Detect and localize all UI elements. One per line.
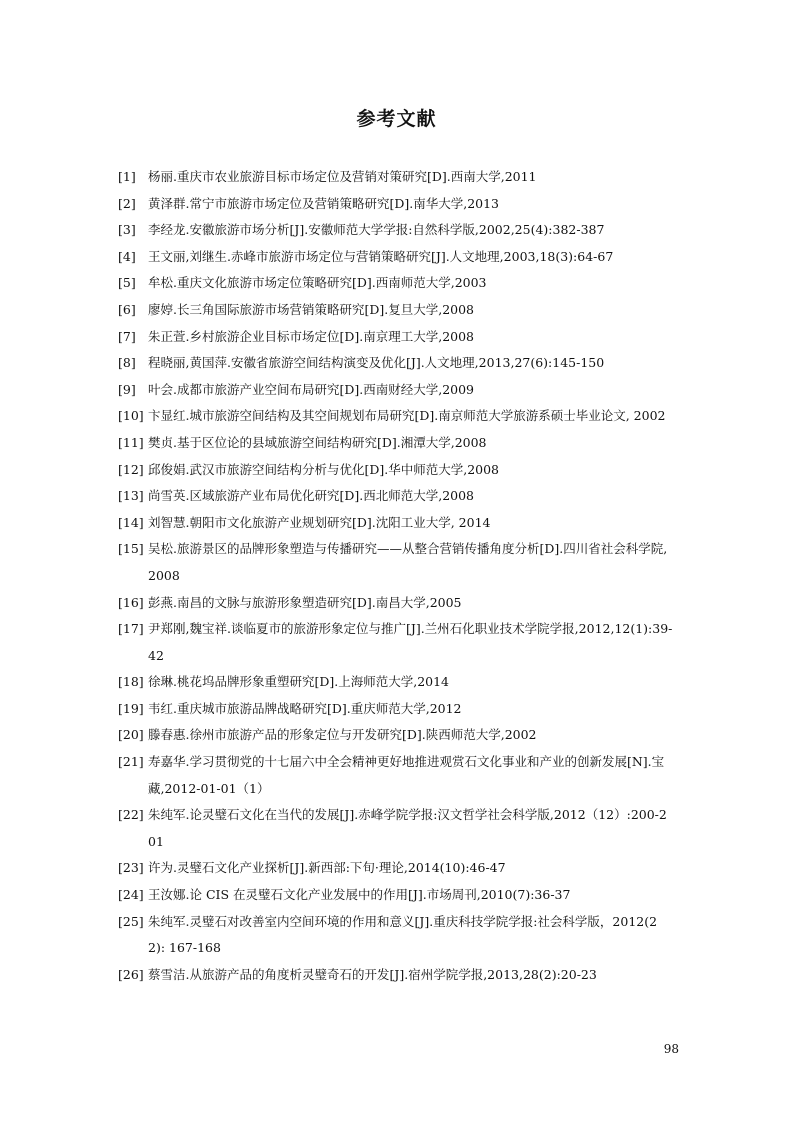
reference-number: [20] xyxy=(118,727,144,743)
reference-text: 刘智慧.朝阳市文化旅游产业规划研究[D].沈阳工业大学, 2014 xyxy=(148,514,491,530)
reference-item xyxy=(118,217,674,244)
reference-item xyxy=(118,244,674,271)
reference-text: 樊贞.基于区位论的县域旅游空间结构研究[D].湘潭大学,2008 xyxy=(148,434,487,450)
reference-item xyxy=(118,749,674,802)
reference-text: 王汝娜.论 CIS 在灵璧石文化产业发展中的作用[J].市场周刊,2010(7):36-37 xyxy=(148,887,571,903)
reference-number: [15] xyxy=(118,541,144,557)
reference-item xyxy=(118,457,674,484)
reference-number: [6] xyxy=(118,301,136,317)
reference-text: 李经龙.安徽旅游市场分析[J].安徽师范大学学报:自然科学版,2002,25(4):382-387 xyxy=(148,222,605,238)
reference-text: 廖婷.长三角国际旅游市场营销策略研究[D].复旦大学,2008 xyxy=(148,301,475,317)
reference-text: 牟松.重庆文化旅游市场定位策略研究[D].西南师范大学,2003 xyxy=(148,275,487,291)
reference-number: [10] xyxy=(118,408,144,424)
reference-number: [8] xyxy=(118,355,136,371)
reference-text: 卞显红.城市旅游空间结构及其空间规划布局研究[D].南京师范大学旅游系硕士毕业论文, 2002 xyxy=(148,408,666,424)
reference-item xyxy=(118,270,674,297)
page-title: 参考文献 xyxy=(356,108,437,130)
reference-item xyxy=(118,536,674,589)
reference-number: [9] xyxy=(118,381,136,397)
reference-item xyxy=(118,510,674,537)
reference-number: [14] xyxy=(118,514,144,530)
reference-number: [1] xyxy=(118,169,136,184)
reference-item xyxy=(118,483,674,510)
reference-item xyxy=(118,909,674,962)
reference-item xyxy=(118,722,674,749)
reference-item xyxy=(118,191,674,218)
reference-text: 尚雪英.区域旅游产业布局优化研究[D].西北师范大学,2008 xyxy=(148,488,475,504)
reference-number: [23] xyxy=(118,860,144,876)
reference-item xyxy=(118,802,674,855)
reference-text: 邱俊娟.武汉市旅游空间结构分析与优化[D].华中师范大学,2008 xyxy=(148,461,500,477)
reference-item xyxy=(118,324,674,351)
reference-text: 朱纯军.灵璧石对改善室内空间环境的作用和意义[J].重庆科技学院学报:社会科学版，2012(22): 167-168 xyxy=(148,913,658,956)
reference-number: [26] xyxy=(118,966,144,982)
reference-item xyxy=(118,590,674,617)
reference-text: 叶会.成都市旅游产业空间布局研究[D].西南财经大学,2009 xyxy=(148,381,475,397)
reference-item xyxy=(118,616,674,669)
reference-number: [11] xyxy=(118,434,144,450)
reference-text: 滕春惠.徐州市旅游产品的形象定位与开发研究[D].陕西师范大学,2002 xyxy=(148,727,537,743)
reference-item xyxy=(118,403,674,430)
reference-text: 许为.灵璧石文化产业探析[J].新西部:下旬·理论,2014(10):46-47 xyxy=(148,860,506,876)
reference-text: 黄泽群.常宁市旅游市场定位及营销策略研究[D].南华大学,2013 xyxy=(148,195,500,211)
reference-number: [16] xyxy=(118,594,144,610)
reference-number: [25] xyxy=(118,913,144,929)
reference-number: [12] xyxy=(118,461,144,477)
reference-item xyxy=(118,669,674,696)
reference-item xyxy=(118,882,674,909)
reference-item xyxy=(118,297,674,324)
reference-list xyxy=(118,164,674,988)
reference-text: 尹郑刚,魏宝祥.谈临夏市的旅游形象定位与推广[J].兰州石化职业技术学院学报,2012,12(1):39-42 xyxy=(148,621,673,663)
reference-item xyxy=(118,855,674,882)
reference-number: [24] xyxy=(118,887,144,903)
reference-number: [18] xyxy=(118,674,144,690)
reference-number: [5] xyxy=(118,275,136,291)
reference-item xyxy=(118,350,674,377)
reference-text: 吴松.旅游景区的品牌形象塑造与传播研究——从整合营销传播角度分析[D].四川省社会科学院,2008 xyxy=(148,541,668,583)
reference-number: [7] xyxy=(118,328,136,344)
reference-number: [19] xyxy=(118,700,144,716)
reference-text: 王文丽,刘继生.赤峰市旅游市场定位与营销策略研究[J].人文地理,2003,18(3):64-67 xyxy=(148,248,614,264)
reference-number: [2] xyxy=(118,195,136,211)
reference-item xyxy=(118,962,674,989)
reference-item xyxy=(118,430,674,457)
page-number: 98 xyxy=(663,1042,679,1056)
reference-item xyxy=(118,164,674,191)
reference-number: [4] xyxy=(118,248,136,264)
reference-text: 彭燕.南昌的文脉与旅游形象塑造研究[D].南昌大学,2005 xyxy=(148,594,462,610)
reference-text: 朱纯军.论灵璧石文化在当代的发展[J].赤峰学院学报:汉文哲学社会科学版,2012（12）:200-201 xyxy=(148,807,667,849)
reference-number: [13] xyxy=(118,488,144,504)
reference-text: 程晓丽,黄国萍.安徽省旅游空间结构演变及优化[J].人文地理,2013,27(6):145-150 xyxy=(148,355,605,371)
reference-text: 杨丽.重庆市农业旅游目标市场定位及营销对策研究[D].西南大学,2011 xyxy=(148,169,537,184)
reference-text: 蔡雪洁.从旅游产品的角度析灵璧奇石的开发[J].宿州学院学报,2013,28(2):20-23 xyxy=(148,966,597,982)
reference-item xyxy=(118,696,674,723)
reference-number: [21] xyxy=(118,754,144,770)
reference-text: 寿嘉华.学习贯彻党的十七届六中全会精神更好地推进观赏石文化事业和产业的创新发展[N].宝藏,2012-01-01（1） xyxy=(148,754,665,796)
reference-number: [3] xyxy=(118,222,136,238)
reference-text: 徐琳.桃花坞品牌形象重塑研究[D].上海师范大学,2014 xyxy=(148,674,450,690)
reference-number: [17] xyxy=(118,621,144,637)
reference-number: [22] xyxy=(118,807,144,823)
reference-item xyxy=(118,377,674,404)
reference-text: 韦红.重庆城市旅游品牌战略研究[D].重庆师范大学,2012 xyxy=(148,700,462,716)
reference-text: 朱正萱.乡村旅游企业目标市场定位[D].南京理工大学,2008 xyxy=(148,328,475,344)
